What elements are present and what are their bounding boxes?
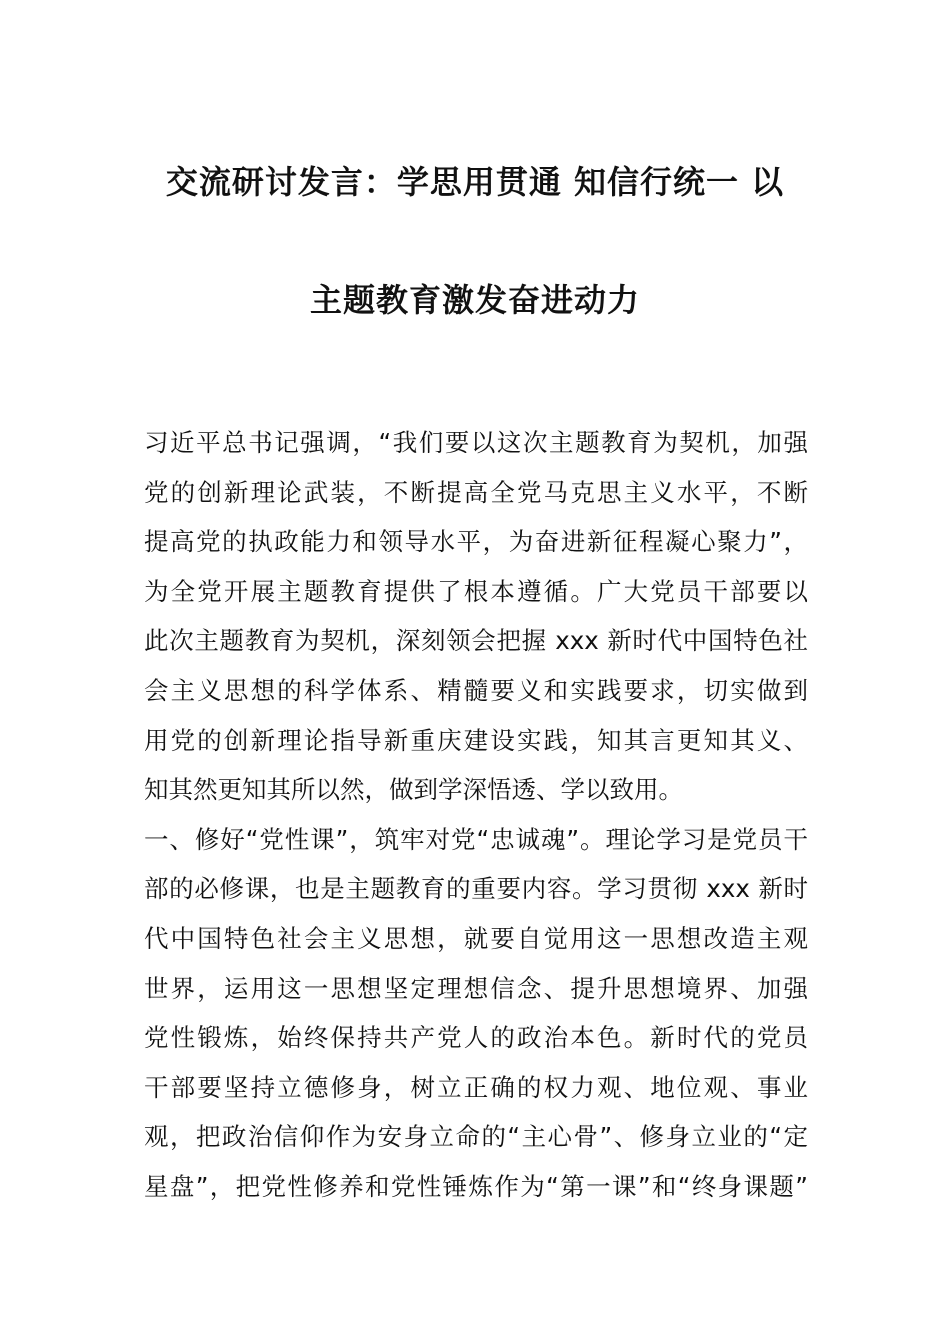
text-line: 代中国特色社会主义思想，就要自觉用这一思想改造主观 xyxy=(144,923,808,953)
text-line: 星盘”，把党性修养和党性锤炼作为“第一课”和“终身课题” xyxy=(144,1171,808,1201)
text-line: 知其然更知其所以然，做到学深悟透、学以致用。 xyxy=(144,775,683,805)
text-line: 党的创新理论武装，不断提高全党马克思主义水平，不断 xyxy=(144,477,808,507)
text-line: 世界，运用这一思想坚定理想信念、提升思想境界、加强 xyxy=(144,973,808,1003)
paragraph-section-one xyxy=(144,815,808,1212)
text-line: 党性锻炼，始终保持共产党人的政治本色。新时代的党员 xyxy=(144,1023,808,1053)
text-line: 会主义思想的科学体系、精髓要义和实践要求，切实做到 xyxy=(144,675,808,705)
text-line: 此次主题教育为契机，深刻领会把握 xxx 新时代中国特色社 xyxy=(144,626,808,656)
text-line: 用党的创新理论指导新重庆建设实践，知其言更知其义、 xyxy=(144,725,808,755)
text-line: 提高党的执政能力和领导水平，为奋进新征程凝心聚力”， xyxy=(144,527,808,557)
text-line: 干部要坚持立德修身，树立正确的权力观、地位观、事业 xyxy=(144,1072,808,1102)
text-line: 部的必修课，也是主题教育的重要内容。学习贯彻 xxx 新时 xyxy=(144,874,808,904)
text-line: 习近平总书记强调，“我们要以这次主题教育为契机，加强 xyxy=(144,428,808,457)
text-line: 为全党开展主题教育提供了根本遵循。广大党员干部要以 xyxy=(144,576,808,606)
document-title-line-2: 主题教育激发奋进动力 xyxy=(309,281,640,319)
text-line: 一、修好“党性课”，筑牢对党“忠诚魂”。理论学习是党员干 xyxy=(144,824,808,854)
document-title-line-1: 交流研讨发言：学思用贯通 知信行统一 以 xyxy=(165,163,785,201)
document-body xyxy=(144,418,808,1212)
text-line: 观，把政治信仰作为安身立命的“主心骨”、修身立业的“定 xyxy=(144,1122,808,1152)
paragraph-intro xyxy=(144,418,808,815)
